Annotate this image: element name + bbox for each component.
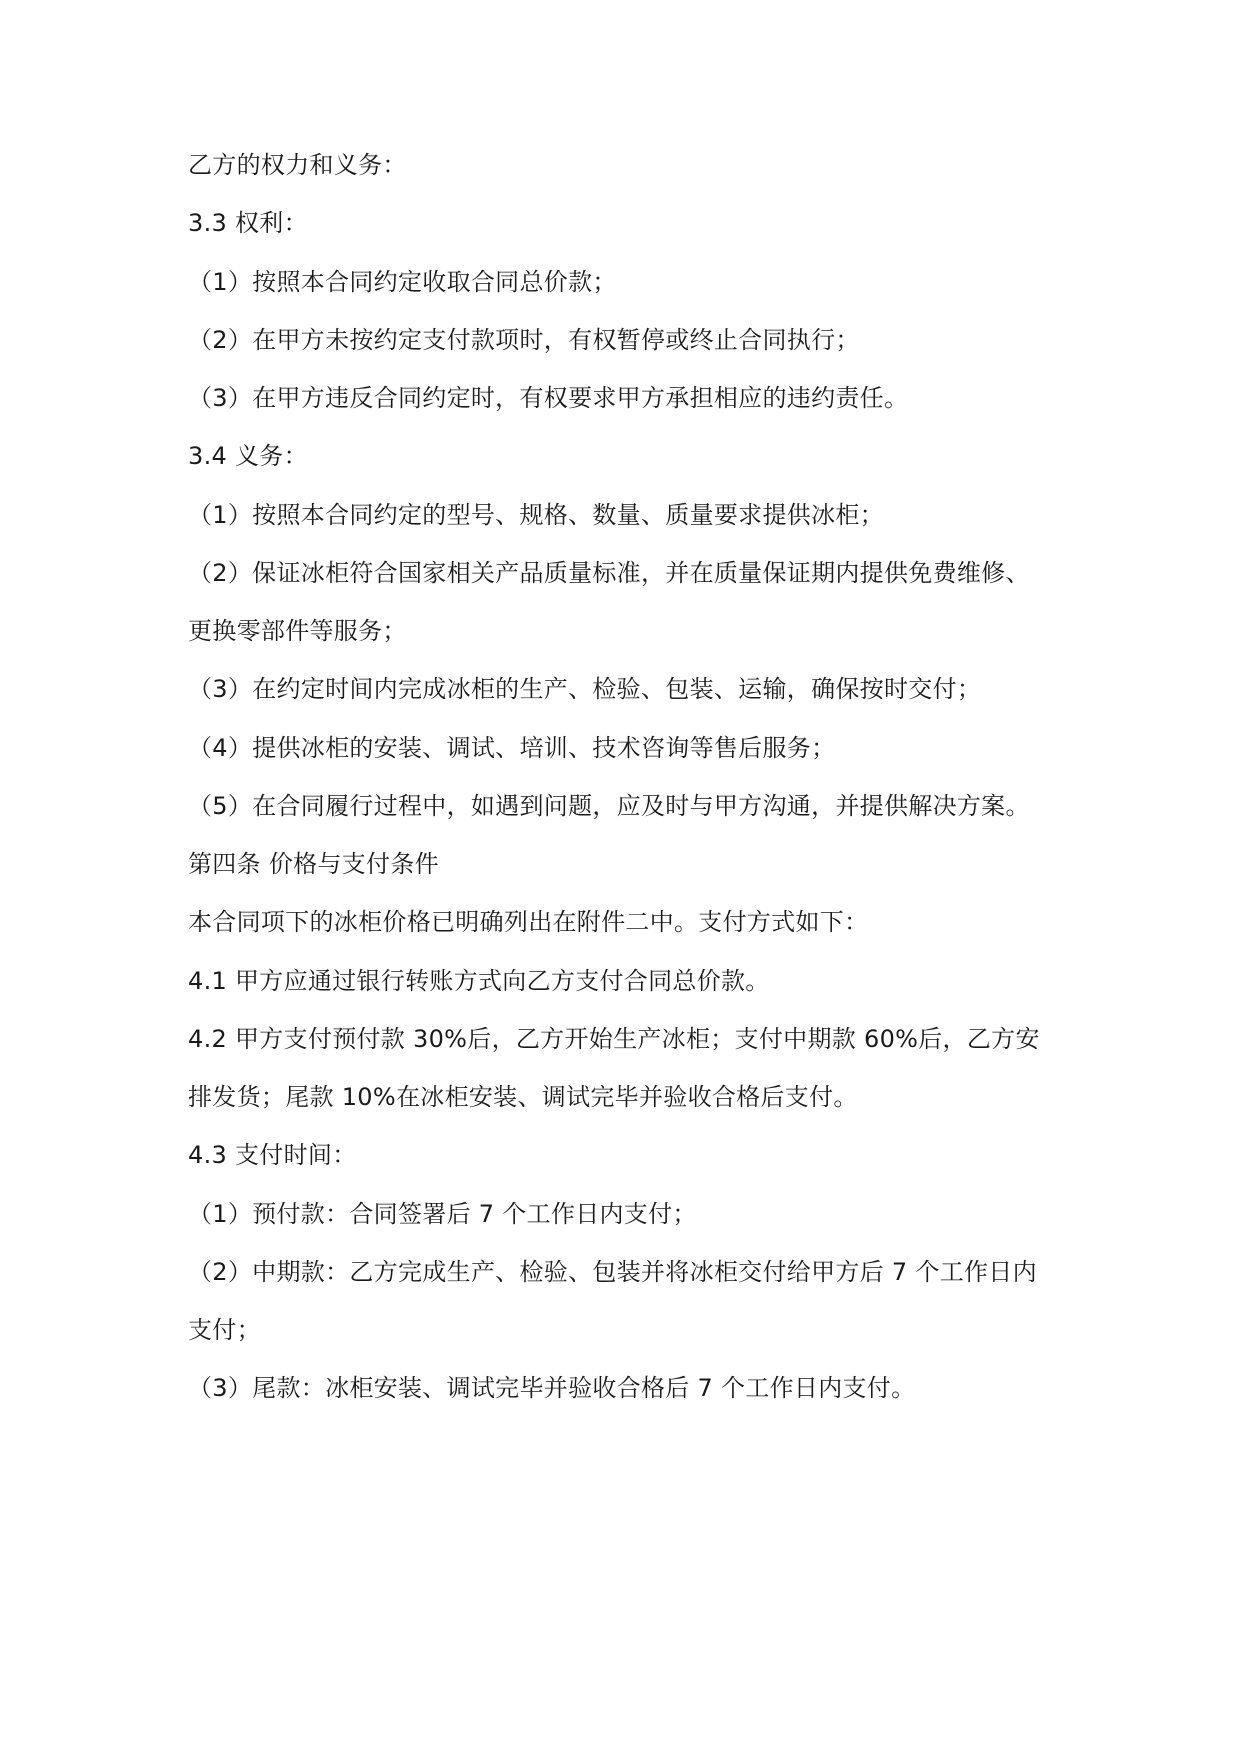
clause: 4.1 甲方应通过银行转账方式向乙方支付合同总价款。 (188, 967, 770, 995)
list-item: （3）尾款：冰柜安装、调试完毕并验收合格后 7 个工作日内支付。 (188, 1374, 916, 1402)
list-item: （2）中期款：乙方完成生产、检验、包装并将冰柜交付给甲方后 7 个工作日内 (188, 1258, 1037, 1286)
list-item: （1）按照本合同约定的型号、规格、数量、质量要求提供冰柜； (188, 501, 884, 529)
clause-continuation: 排发货；尾款 10%在冰柜安装、调试完毕并验收合格后支付。 (188, 1083, 858, 1111)
list-item: （5）在合同履行过程中，如遇到问题，应及时与甲方沟通，并提供解决方案。 (188, 792, 1030, 820)
clause-heading: 3.4 义务： (188, 442, 308, 470)
list-item: （3）在甲方违反合同约定时，有权要求甲方承担相应的违约责任。 (188, 384, 909, 412)
list-item: （1）按照本合同约定收取合同总价款； (188, 268, 617, 296)
clause-heading: 4.3 支付时间： (188, 1141, 357, 1169)
clause-heading: 3.3 权利： (188, 209, 308, 237)
list-item: （2）保证冰柜符合国家相关产品质量标准，并在质量保证期内提供免费维修、 (188, 559, 1030, 587)
list-item-continuation: 更换零部件等服务； (188, 617, 407, 645)
section-heading: 乙方的权力和义务： (188, 151, 407, 179)
list-item: （1）预付款：合同签署后 7 个工作日内支付； (188, 1200, 697, 1228)
list-item-continuation: 支付； (188, 1316, 261, 1344)
paragraph: 本合同项下的冰柜价格已明确列出在附件二中。支付方式如下： (188, 908, 869, 936)
list-item: （2）在甲方未按约定支付款项时，有权暂停或终止合同执行； (188, 326, 860, 354)
article-heading: 第四条 价格与支付条件 (188, 850, 439, 878)
list-item: （4）提供冰柜的安装、调试、培训、技术咨询等售后服务； (188, 734, 836, 762)
clause: 4.2 甲方支付预付款 30%后，乙方开始生产冰柜；支付中期款 60%后，乙方安 (188, 1025, 1040, 1053)
list-item: （3）在约定时间内完成冰柜的生产、检验、包装、运输，确保按时交付； (188, 675, 982, 703)
